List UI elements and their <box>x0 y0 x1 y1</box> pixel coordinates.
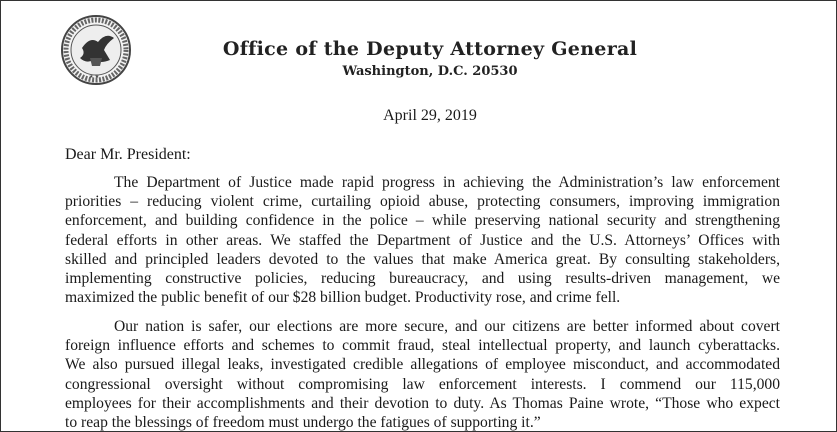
text-line: We also pursued illegal leaks, investigated credible allegations of employee misconduct, and accommodated <box>65 356 780 374</box>
paragraph-1 <box>65 173 780 307</box>
text-line: implementing constructive policies, reducing bureaucracy, and using results-driven management, we <box>65 269 780 287</box>
doj-seal-icon <box>60 14 132 86</box>
text-line: employees for their accomplishments and their devotion to duty. As Thomas Paine wrote, “Those who expect <box>65 394 780 412</box>
text-line: priorities – reducing violent crime, curtailing opioid abuse, protecting consumers, improving immigration <box>65 193 780 211</box>
paragraph-2 <box>65 317 780 432</box>
text-line: enforcement, and building confidence in the police – while preserving national security and strengthening <box>65 212 780 230</box>
text-line: Our nation is safer, our elections are more secure, and our citizens are better informed about covert <box>114 318 780 335</box>
letter-date: April 29, 2019 <box>383 107 477 124</box>
text-line: foreign influence efforts and schemes to commit fraud, steal intellectual property, and launch cyberattacks. <box>65 337 780 355</box>
text-line: federal efforts in other areas. We staffed the Department of Justice and the U.S. Attorneys’ Offices with <box>65 231 780 249</box>
letterhead-address: Washington, D.C. 20530 <box>342 64 518 79</box>
text-line: maximized the public benefit of our $28 billion budget. Productivity rose, and crime fell. <box>65 289 621 307</box>
text-line: skilled and principled leaders devoted to the values that make America great. By consulting stakeholders, <box>65 250 780 268</box>
text-line: congressional oversight without compromising law enforcement interests. I commend our 115,000 <box>65 375 780 393</box>
svg-text:★ ★: ★ ★ <box>89 75 100 80</box>
letterhead-title: Office of the Deputy Attorney General <box>222 38 638 60</box>
text-line: The Department of Justice made rapid progress in achieving the Administration’s law enforcement <box>114 174 780 191</box>
text-line: to reap the blessings of freedom must undergo the fatigues of supporting it.” <box>65 413 541 431</box>
salutation: Dear Mr. President: <box>65 146 191 163</box>
